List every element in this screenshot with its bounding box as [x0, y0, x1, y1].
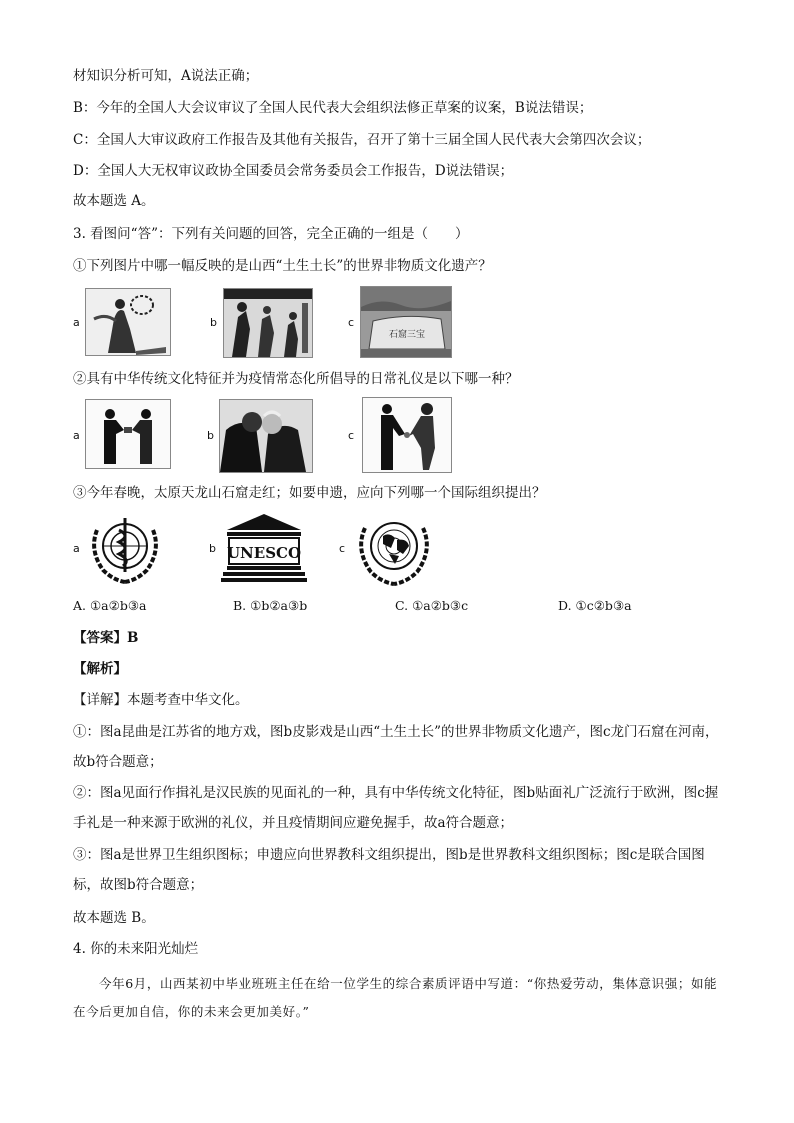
- image-row-3: [73, 510, 733, 590]
- unesco-wordmark: UNESCO: [226, 544, 302, 562]
- kunqu-opera-image: [85, 288, 171, 356]
- explanation-3: ③：图a是世界卫生组织图标；申遗应向世界教科文组织提出，图b是世界教科文组织图标；图c是联合国图标，故图b符合题意；: [73, 847, 705, 893]
- shadow-puppet-image: [223, 288, 313, 358]
- question-3-title: 3. 看图问“答”：下列有关问题的回答，完全正确的一组是（ ）: [73, 226, 469, 242]
- text-line: 故本题选 A。: [73, 193, 155, 209]
- image-label-a: a: [73, 429, 80, 442]
- bowing-greeting-image: [85, 399, 171, 469]
- sub-question-1: ①下列图片中哪一幅反映的是山西“土生土长”的世界非物质文化遗产？: [73, 258, 492, 274]
- image-label-a: a: [73, 542, 80, 555]
- image-label-c: c: [348, 429, 355, 442]
- image-label-b: b: [210, 316, 217, 329]
- answer-label: 【答案】B: [73, 630, 139, 646]
- image-label-a: a: [73, 316, 80, 329]
- conclusion-line: 故本题选 B。: [73, 910, 155, 926]
- option-d[interactable]: D. ①c②b③a: [558, 598, 632, 613]
- text-line: 材知识分析可知，A说法正确；: [73, 68, 259, 84]
- handshake-greeting-image: [362, 397, 452, 473]
- image-row-1: [73, 286, 733, 366]
- image-label-c: c: [339, 542, 346, 555]
- text-line: C：全国人大审议政府工作报告及其他有关报告，召开了第十三届全国人民代表大会第四次会议；: [73, 132, 651, 148]
- question-4-narrative: 今年6月，山西某初中毕业班班主任在给一位学生的综合素质评语中写道：“你热爱劳动，集体意识强；如能在今后更加自信，你的未来会更加美好。”: [73, 976, 718, 1019]
- text-line: D：全国人大无权审议政协全国委员会常务委员会工作报告，D说法错误；: [73, 163, 514, 179]
- image-label-c: c: [348, 316, 355, 329]
- un-logo-image: [349, 510, 439, 588]
- analysis-heading: 【解析】: [73, 661, 127, 677]
- explanation-1: ①：图a昆曲是江苏省的地方戏，图b皮影戏是山西“土生土长”的世界非物质文化遗产，图c龙门石窟在河南，故b符合题意；: [73, 724, 719, 770]
- cheek-kiss-greeting-image: [219, 399, 313, 473]
- text-line: B：今年的全国人大会议审议了全国人民代表大会组织法修正草案的议案，B说法错误；: [73, 100, 593, 116]
- image-label-b: b: [209, 542, 216, 555]
- grotto-stone-image: [360, 286, 452, 358]
- image-label-b: b: [207, 429, 214, 442]
- image-row-2: [73, 397, 733, 477]
- option-c[interactable]: C. ①a②b③c: [395, 598, 469, 613]
- answer-options: [73, 598, 733, 618]
- who-logo-image: [83, 510, 167, 588]
- stone-inscription: 石窟三宝: [388, 330, 426, 340]
- unesco-logo-image: [221, 512, 307, 584]
- option-a[interactable]: A. ①a②b③a: [73, 598, 147, 613]
- sub-question-2: ②具有中华传统文化特征并为疫情常态化所倡导的日常礼仪是以下哪一种？: [73, 371, 519, 387]
- sub-question-3: ③今年春晚，太原天龙山石窟走红；如要申遗，应向下列哪一个国际组织提出？: [73, 485, 546, 501]
- question-4-title: 4. 你的未来阳光灿烂: [73, 941, 199, 957]
- detail-line: 【详解】本题考查中华文化。: [73, 692, 249, 708]
- option-b[interactable]: B. ①b②a③b: [233, 598, 308, 613]
- explanation-2: ②：图a见面行作揖礼是汉民族的见面礼的一种，具有中华传统文化特征，图b贴面礼广泛流行于欧洲，图c握手礼是一种来源于欧洲的礼仪，并且疫情期间应避免握手，故a符合题意；: [73, 785, 719, 831]
